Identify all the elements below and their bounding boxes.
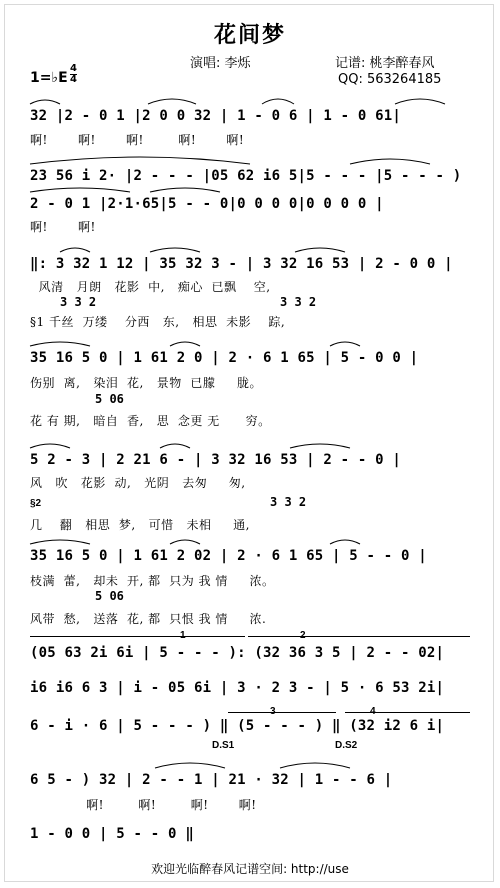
- lyric-line-8: 几 翻 相思 梦, 可惜 未相 通,: [30, 518, 250, 532]
- lyric-line-4: §1 千丝 万缕 分西 东, 相思 未影 踪,: [30, 315, 286, 329]
- time-sig-top: 4: [70, 63, 77, 74]
- segno-2-mark: §2: [30, 498, 42, 509]
- score-row-2: 23 56 i 2· |2 - - - |05 62 i6 5|5 - - - |5 - - - ): [30, 168, 462, 184]
- score-row-1: 32 |2 - 0 1 |2 0 0 32 | 1 - 0 6 | 1 - 0 61|: [30, 108, 402, 124]
- recorder: 记谱: 桃李醉春风: [335, 56, 435, 71]
- score-row-5: 35 16 5 0 | 1 61 2 0 | 2 · 6 1 65 | 5 - 0 0 |: [30, 350, 419, 366]
- lyric-line-6: 花 有 期, 暗自 香, 思 念更 无 穷。: [30, 414, 271, 428]
- key-label: 1=♭E: [30, 70, 68, 86]
- alt-notes-1: 3 3 2: [60, 295, 97, 309]
- lyric-line-3: 风清 月朗 花影 中, 痴心 已飘 空,: [30, 280, 271, 294]
- alt-notes-5: 5 06: [95, 589, 124, 603]
- score-row-7: 35 16 5 0 | 1 61 2 02 | 2 · 6 1 65 | 5 - - 0 |: [30, 548, 427, 564]
- score-row-10: 6 - i · 6 | 5 - - - ) ‖ (5 - - - ) ‖ (32 i2 6 i|: [30, 718, 445, 734]
- score-row-11: 6 5 - ) 32 | 2 - - 1 | 21 · 32 | 1 - - 6 |: [30, 772, 393, 788]
- time-sig-bottom: 4: [70, 74, 77, 85]
- lyric-line-11: 啊! 啊! 啊! 啊!: [30, 798, 257, 812]
- lyric-line-2: 啊! 啊!: [30, 220, 96, 234]
- alt-notes-4: 3 3 2: [270, 495, 307, 509]
- ds2-mark: D.S2: [335, 740, 358, 751]
- score-row-4: ‖: 3 32 1 12 | 35 32 3 - | 3 32 16 53 | 2 - 0 0 |: [30, 256, 453, 272]
- lyric-line-7: 风 吹 花影 动, 光阴 去匆 匆,: [30, 476, 246, 490]
- qq-number: QQ: 563264185: [338, 72, 442, 87]
- alt-notes-2: 3 3 2: [280, 295, 317, 309]
- alt-notes-3: 5 06: [95, 392, 124, 406]
- ds1-mark: D.S1: [212, 740, 235, 751]
- score-row-8: (05 63 2i 6i | 5 - - - ): (32 36 3 5 | 2 - - 02|: [30, 645, 445, 661]
- score-row-9: i6 i6 6 3 | i - 05 6i | 3 · 2 3 - | 5 · 6 53 2i|: [30, 680, 445, 696]
- score-row-6: 5 2 - 3 | 2 21 6 - | 3 32 16 53 | 2 - - 0 |: [30, 452, 402, 468]
- singer: 演唱: 李烁: [190, 56, 251, 71]
- lyric-line-9: 枝满 蕾, 却未 开, 都 只为 我 情 浓。: [30, 574, 275, 588]
- footer-text: 欢迎光临醉春风记谱空间: http://use: [151, 862, 349, 876]
- song-title: 花间梦: [213, 22, 286, 48]
- score-row-12: 1 - 0 0 | 5 - - 0 ‖: [30, 826, 194, 842]
- lyric-line-10: 风带 愁, 送落 花, 都 只恨 我 情 浓.: [30, 612, 267, 626]
- score-row-3: 2 - 0 1 |2·1·65|5 - - 0|0 0 0 0|0 0 0 0 |: [30, 196, 384, 212]
- lyric-line-5: 伤别 离, 染泪 花, 景物 已朦 胧。: [30, 376, 262, 390]
- lyric-line-1: 啊! 啊! 啊! 啊! 啊!: [30, 133, 245, 147]
